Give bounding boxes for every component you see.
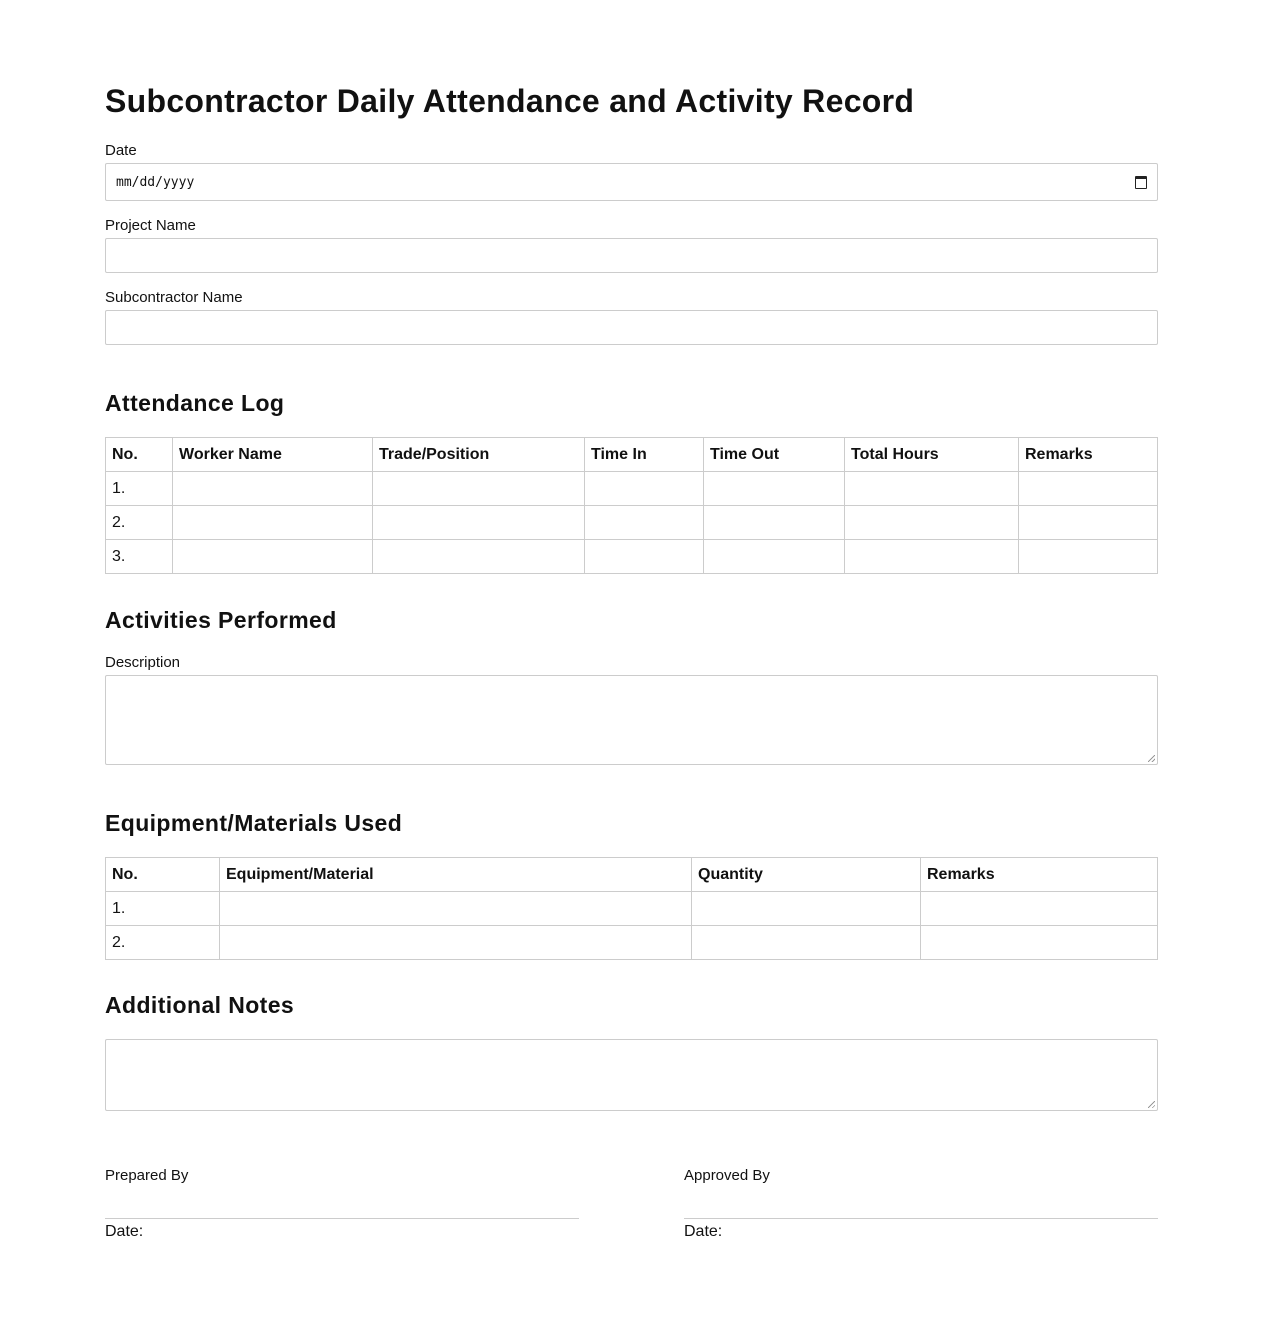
equipment-heading: Equipment/Materials Used	[105, 810, 403, 836]
table-row	[106, 892, 1158, 926]
cell[interactable]	[1019, 540, 1158, 574]
description-textarea[interactable]	[105, 675, 1158, 765]
row-number: 3.	[106, 540, 173, 574]
row-number: 1.	[106, 892, 220, 926]
cell[interactable]	[1019, 472, 1158, 506]
cell[interactable]	[704, 472, 845, 506]
cell[interactable]	[585, 472, 704, 506]
cell[interactable]	[373, 472, 585, 506]
notes-heading: Additional Notes	[105, 992, 295, 1018]
cell[interactable]	[921, 926, 1158, 960]
subcontractor-name-input[interactable]	[105, 310, 1158, 345]
row-number: 2.	[106, 926, 220, 960]
cell[interactable]	[220, 926, 692, 960]
equipment-table	[105, 857, 1158, 960]
cell[interactable]	[1019, 506, 1158, 540]
table-row	[106, 472, 1158, 506]
calendar-icon[interactable]	[1135, 176, 1147, 189]
prepared-by-signature-line	[105, 1218, 579, 1219]
cell[interactable]	[373, 506, 585, 540]
prepared-by-label: Prepared By	[105, 1167, 189, 1184]
project-name-input[interactable]	[105, 238, 1158, 273]
approved-date-label: Date:	[684, 1223, 723, 1240]
col-worker-name: Worker Name	[173, 438, 373, 472]
attendance-table	[105, 437, 1158, 574]
col-time-out: Time Out	[704, 438, 845, 472]
table-header-row	[106, 438, 1158, 472]
cell[interactable]	[845, 540, 1019, 574]
cell[interactable]	[692, 892, 921, 926]
notes-textarea[interactable]	[105, 1039, 1158, 1111]
date-label: Date	[105, 142, 137, 159]
cell[interactable]	[585, 540, 704, 574]
cell[interactable]	[373, 540, 585, 574]
col-trade: Trade/Position	[373, 438, 585, 472]
col-quantity: Quantity	[692, 858, 921, 892]
table-row	[106, 926, 1158, 960]
cell[interactable]	[921, 892, 1158, 926]
col-remarks: Remarks	[1019, 438, 1158, 472]
approved-by-label: Approved By	[684, 1167, 770, 1184]
resize-handle-icon[interactable]	[1148, 1101, 1155, 1108]
cell[interactable]	[220, 892, 692, 926]
resize-handle-icon[interactable]	[1148, 755, 1155, 762]
table-header-row	[106, 858, 1158, 892]
row-number: 2.	[106, 506, 173, 540]
cell[interactable]	[173, 472, 373, 506]
attendance-heading: Attendance Log	[105, 390, 285, 416]
subcontractor-name-label: Subcontractor Name	[105, 289, 243, 306]
attendance-table-wrap	[105, 437, 1158, 574]
page-title: Subcontractor Daily Attendance and Activity Record	[105, 83, 915, 119]
col-time-in: Time In	[585, 438, 704, 472]
prepared-date-label: Date:	[105, 1223, 144, 1240]
table-row	[106, 540, 1158, 574]
cell[interactable]	[173, 540, 373, 574]
date-placeholder: mm/dd/yyyy	[116, 174, 195, 190]
cell[interactable]	[692, 926, 921, 960]
col-total-hours: Total Hours	[845, 438, 1019, 472]
cell[interactable]	[845, 506, 1019, 540]
col-no: No.	[106, 438, 173, 472]
table-row	[106, 506, 1158, 540]
cell[interactable]	[173, 506, 373, 540]
project-name-label: Project Name	[105, 217, 196, 234]
description-label: Description	[105, 654, 181, 671]
row-number: 1.	[106, 472, 173, 506]
cell[interactable]	[585, 506, 704, 540]
cell[interactable]	[704, 506, 845, 540]
col-no: No.	[106, 858, 220, 892]
equipment-table-wrap	[105, 857, 1158, 960]
date-input[interactable]	[105, 163, 1158, 201]
activities-heading: Activities Performed	[105, 607, 337, 633]
cell[interactable]	[845, 472, 1019, 506]
cell[interactable]	[704, 540, 845, 574]
col-equipment: Equipment/Material	[220, 858, 692, 892]
col-remarks: Remarks	[921, 858, 1158, 892]
approved-by-signature-line	[684, 1218, 1158, 1219]
